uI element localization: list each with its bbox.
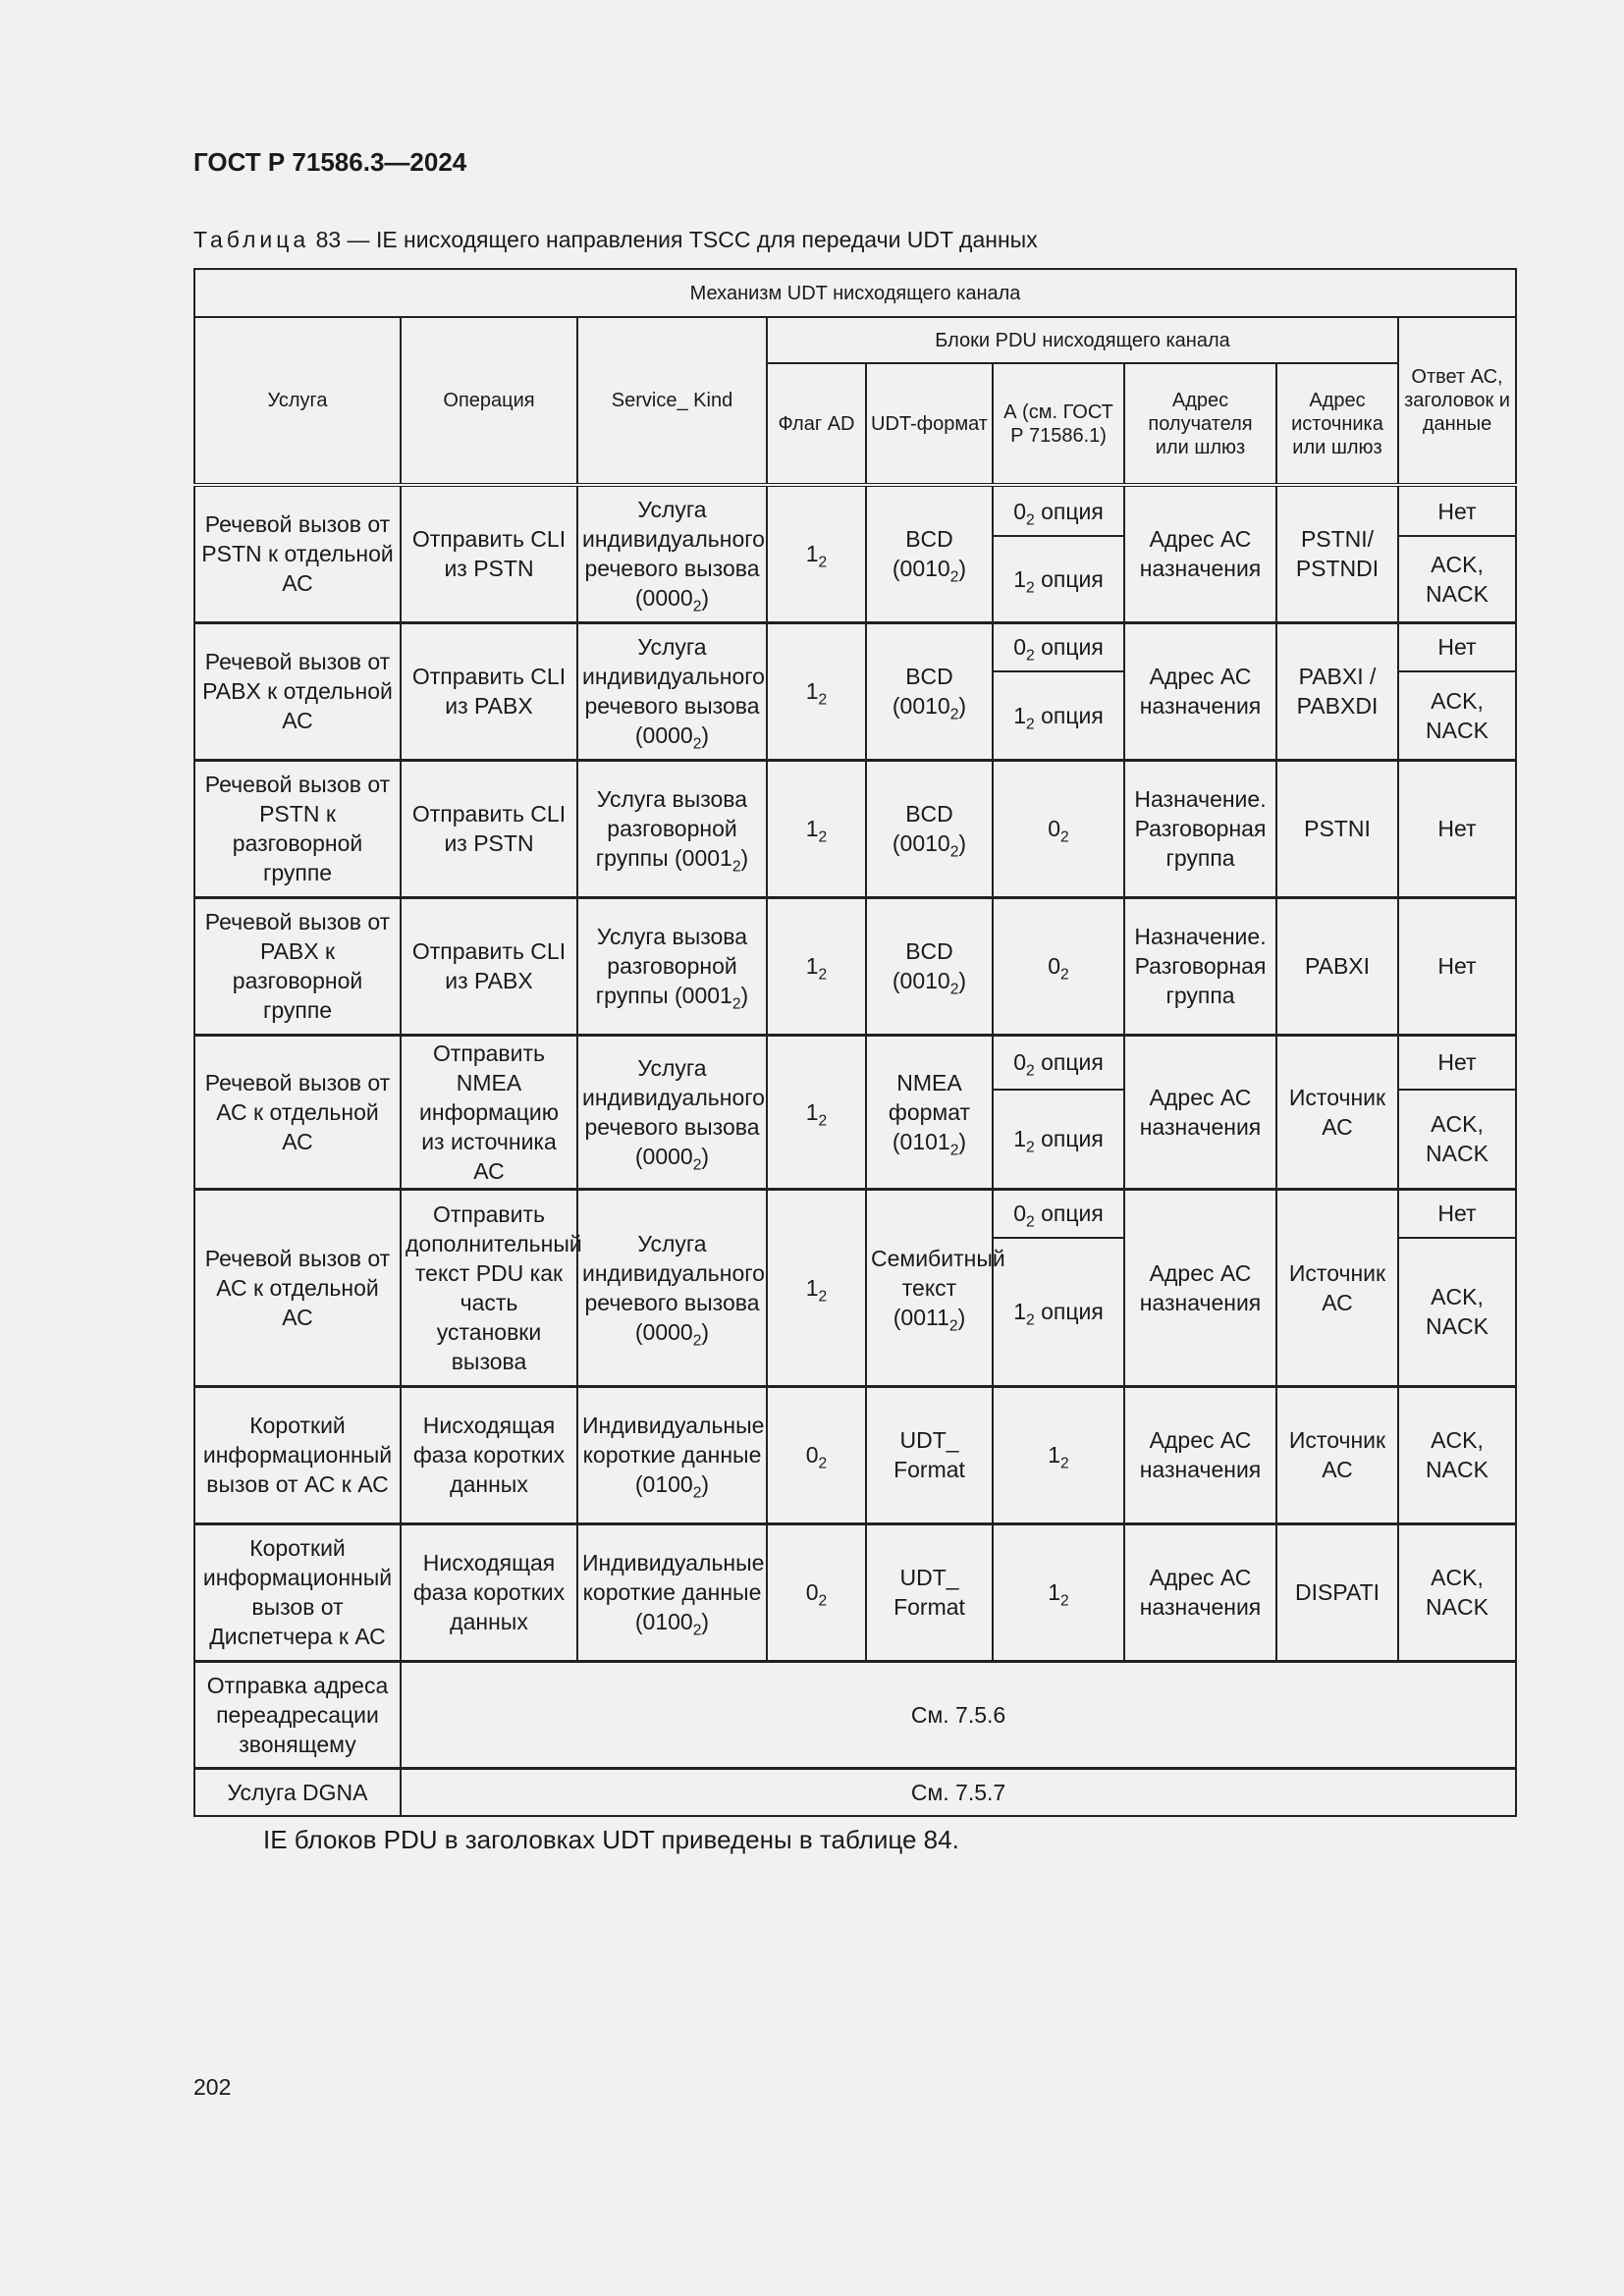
cell-a-option: $1_2$ опция <box>993 536 1124 622</box>
cell-a-option: $1_2$ опция <box>993 671 1124 760</box>
col-header-src-address: Адрес источника или шлюз <box>1276 363 1398 485</box>
col-header-pdu-group: Блоки PDU нисходящего канала <box>767 317 1398 363</box>
cell-src-address: Источник АС <box>1276 1386 1398 1523</box>
cell-response: Нет <box>1398 485 1516 536</box>
cell-udt-format: BCD $(0010_2)$ <box>866 760 993 897</box>
cell-response: ACK, NACK <box>1398 1386 1516 1523</box>
cell-udt-format: BCD $(0010_2)$ <box>866 485 993 622</box>
page-number: 202 <box>193 2074 232 2100</box>
cell-response: Нет <box>1398 760 1516 897</box>
cell-a-option: $0_2$ опция <box>993 485 1124 536</box>
body-note: IE блоков PDU в заголовках UDT приведены в таблице 84. <box>263 1825 959 1854</box>
cell-a-option: $0_2$ опция <box>993 622 1124 671</box>
cell-operation: Нисходящая фаза коротких данных <box>401 1386 577 1523</box>
cell-src-address: PABXI / PABXDI <box>1276 622 1398 760</box>
cell-service: Речевой вызов от АС к отдельной АС <box>194 1035 401 1189</box>
col-header-a: А (см. ГОСТ Р 71586.1) <box>993 363 1124 485</box>
cell-src-address: PSTNI/ PSTNDI <box>1276 485 1398 622</box>
caption-prefix: Таблица <box>193 227 310 252</box>
cell-src-address: DISPATI <box>1276 1523 1398 1661</box>
cell-flag-ad: $1_2$ <box>767 485 866 622</box>
cell-response: ACK, NACK <box>1398 1090 1516 1189</box>
cell-operation: Отправить CLI из PSTN <box>401 760 577 897</box>
col-header-operation: Операция <box>401 317 577 485</box>
cell-flag-ad: $0_2$ <box>767 1386 866 1523</box>
cell-service-kind: Услуга индивидуального речевого вызова $(0000_2)$ <box>577 485 767 622</box>
cell-service-kind: Услуга вызова разговорной группы $(0001_2)$ <box>577 897 767 1035</box>
cell-service: Речевой вызов от PABX к отдельной АС <box>194 622 401 760</box>
cell-udt-format: BCD $(0010_2)$ <box>866 897 993 1035</box>
cell-a-option: $1_2$ опция <box>993 1090 1124 1189</box>
cell-operation: Отправить NMEA информацию из источника АС <box>401 1035 577 1189</box>
cell-src-address: Источник АС <box>1276 1189 1398 1386</box>
table-caption <box>193 227 1038 253</box>
cell-operation: Отправить CLI из PABX <box>401 897 577 1035</box>
cell-response: ACK, NACK <box>1398 671 1516 760</box>
cell-response: ACK, NACK <box>1398 536 1516 622</box>
cell-src-address: PABXI <box>1276 897 1398 1035</box>
cell-a: $1_2$ <box>993 1523 1124 1661</box>
col-header-dest-address: Адрес получателя или шлюз <box>1124 363 1276 485</box>
cell-udt-format: BCD $(0010_2)$ <box>866 622 993 760</box>
cell-operation: Отправить CLI из PSTN <box>401 485 577 622</box>
cell-dest-address: Адрес АС назначения <box>1124 1035 1276 1189</box>
cell-service: Речевой вызов от PSTN к разговорной группе <box>194 760 401 897</box>
cell-src-address: PSTNI <box>1276 760 1398 897</box>
caption-text: 83 — IE нисходящего направления TSCC для передачи UDT данных <box>309 227 1038 252</box>
cell-dest-address: Адрес АС назначения <box>1124 1189 1276 1386</box>
cell-udt-format: UDT_ Format <box>866 1523 993 1661</box>
cell-response: ACK, NACK <box>1398 1238 1516 1386</box>
cell-a: $0_2$ <box>993 760 1124 897</box>
cell-service-kind: Индивидуальные короткие данные $(0100_2)$ <box>577 1523 767 1661</box>
cell-dest-address: Адрес АС назначения <box>1124 1523 1276 1661</box>
cell-flag-ad: $1_2$ <box>767 1189 866 1386</box>
col-header-service: Услуга <box>194 317 401 485</box>
cell-service: Услуга DGNA <box>194 1768 401 1816</box>
cell-service-kind: Индивидуальные короткие данные $(0100_2)$ <box>577 1386 767 1523</box>
col-header-response: Ответ АС, заголовок и данные <box>1398 317 1516 485</box>
cell-udt-format: UDT_ Format <box>866 1386 993 1523</box>
cell-service: Речевой вызов от АС к отдельной АС <box>194 1189 401 1386</box>
cell-dest-address: Назначение. Разговорная группа <box>1124 760 1276 897</box>
cell-response: Нет <box>1398 1035 1516 1090</box>
cell-response: Нет <box>1398 1189 1516 1238</box>
cell-a-option: $1_2$ опция <box>993 1238 1124 1386</box>
cell-a: $0_2$ <box>993 897 1124 1035</box>
cell-src-address: Источник АС <box>1276 1035 1398 1189</box>
cell-service-kind: Услуга индивидуального речевого вызова $(0000_2)$ <box>577 622 767 760</box>
cell-dest-address: Адрес АС назначения <box>1124 622 1276 760</box>
document-header: ГОСТ Р 71586.3—2024 <box>193 147 467 177</box>
table-title: Механизм UDT нисходящего канала <box>194 269 1516 317</box>
cell-operation: Отправить дополнительный текст PDU как часть установки вызова <box>401 1189 577 1386</box>
col-header-udt-format: UDT-формат <box>866 363 993 485</box>
cell-flag-ad: $1_2$ <box>767 622 866 760</box>
col-header-service-kind: Service_ Kind <box>577 317 767 485</box>
cell-service: Короткий информационный вызов от АС к АС <box>194 1386 401 1523</box>
cell-reference: См. 7.5.7 <box>401 1768 1516 1816</box>
cell-a-option: $0_2$ опция <box>993 1035 1124 1090</box>
cell-service-kind: Услуга индивидуального речевого вызова $(0000_2)$ <box>577 1035 767 1189</box>
cell-a-option: $0_2$ опция <box>993 1189 1124 1238</box>
col-header-flag-ad: Флаг AD <box>767 363 866 485</box>
cell-response: Нет <box>1398 897 1516 1035</box>
cell-flag-ad: $1_2$ <box>767 897 866 1035</box>
cell-flag-ad: $0_2$ <box>767 1523 866 1661</box>
cell-service: Отправка адреса переадресации звонящему <box>194 1661 401 1768</box>
cell-flag-ad: $1_2$ <box>767 1035 866 1189</box>
cell-udt-format: NMEA формат $(0101_2)$ <box>866 1035 993 1189</box>
cell-dest-address: Адрес АС назначения <box>1124 1386 1276 1523</box>
cell-a: $1_2$ <box>993 1386 1124 1523</box>
cell-operation: Нисходящая фаза коротких данных <box>401 1523 577 1661</box>
udt-downlink-table <box>193 268 1517 1817</box>
cell-dest-address: Адрес АС назначения <box>1124 485 1276 622</box>
cell-service-kind: Услуга вызова разговорной группы $(0001_2)$ <box>577 760 767 897</box>
cell-service: Речевой вызов от PSTN к отдельной АС <box>194 485 401 622</box>
cell-udt-format: Семибитный текст $(0011_2)$ <box>866 1189 993 1386</box>
cell-service: Короткий информационный вызов от Диспетчера к АС <box>194 1523 401 1661</box>
cell-operation: Отправить CLI из PABX <box>401 622 577 760</box>
cell-dest-address: Назначение. Разговорная группа <box>1124 897 1276 1035</box>
cell-response: Нет <box>1398 622 1516 671</box>
cell-reference: См. 7.5.6 <box>401 1661 1516 1768</box>
cell-response: ACK, NACK <box>1398 1523 1516 1661</box>
cell-flag-ad: $1_2$ <box>767 760 866 897</box>
cell-service-kind: Услуга индивидуального речевого вызова $(0000_2)$ <box>577 1189 767 1386</box>
cell-service: Речевой вызов от PABX к разговорной группе <box>194 897 401 1035</box>
